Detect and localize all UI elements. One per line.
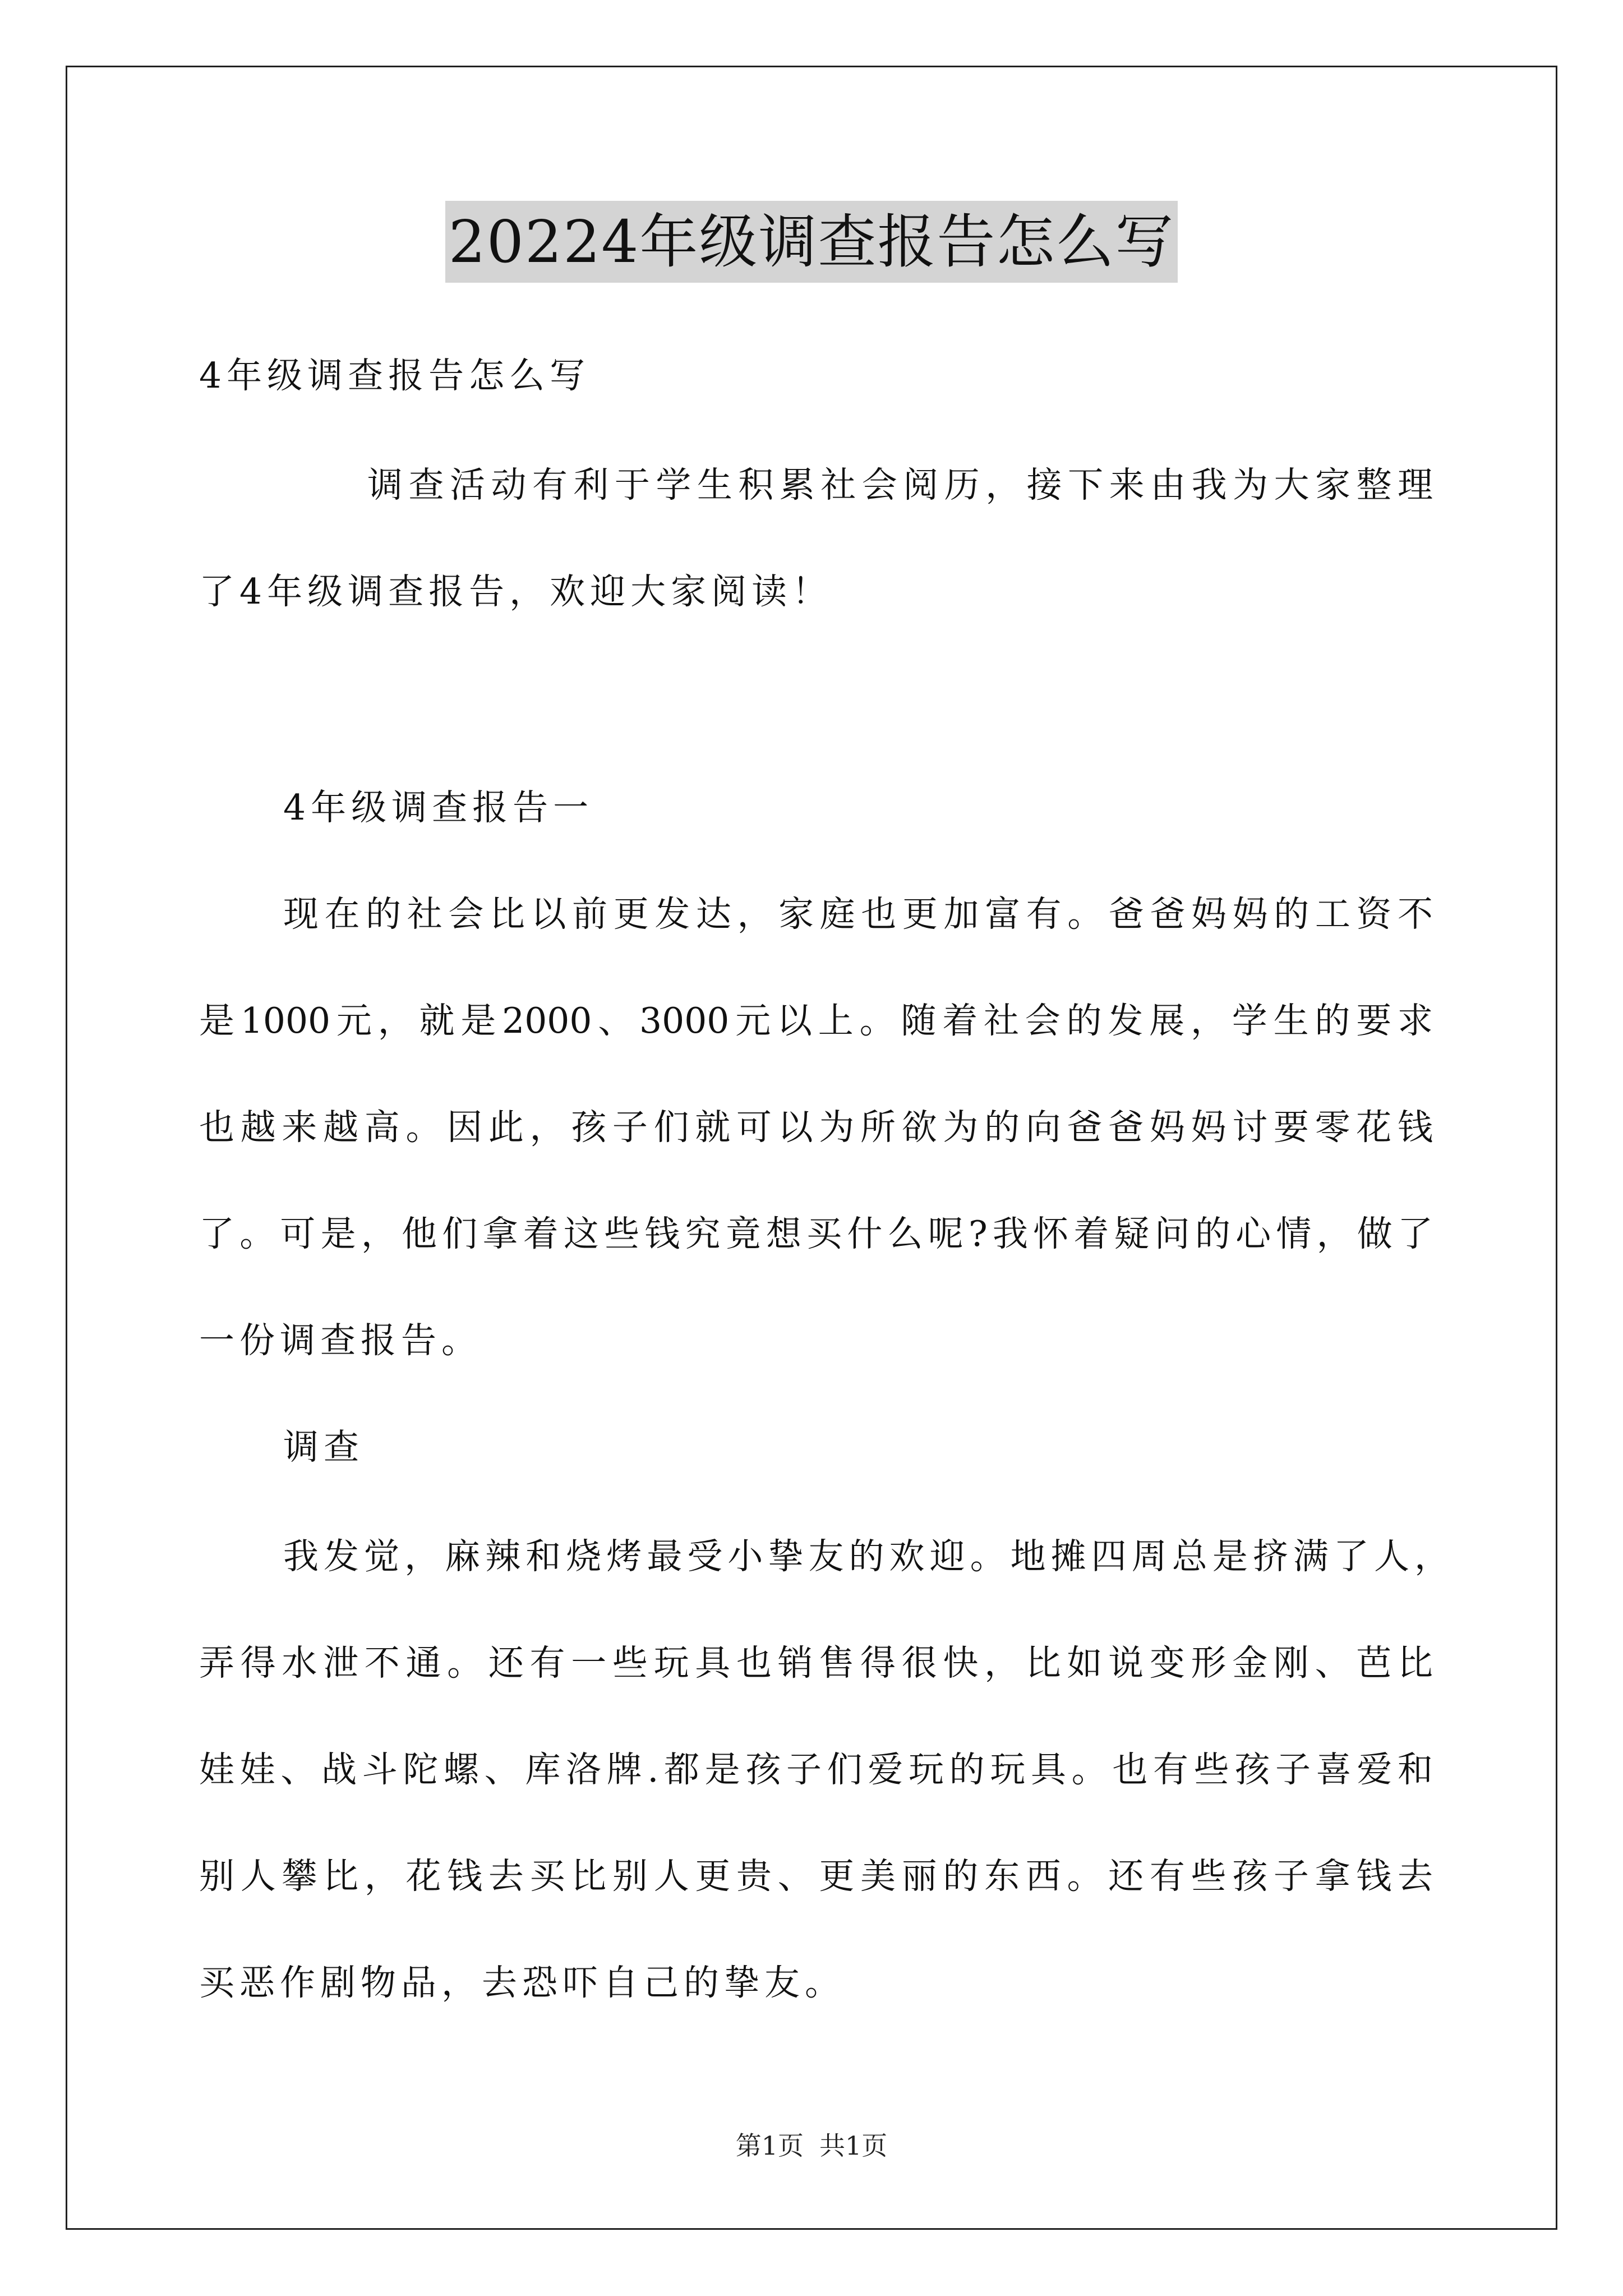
intro-line-1: 调查活动有利于学生积累社会阅历，接下来由我为大家整理 [367, 464, 1433, 505]
subheading: 调查 [283, 1427, 364, 1467]
paragraph-1-line-3: 也越来越高。因此，孩子们就可以为所欲为的向爸爸妈妈讨要零花钱 [199, 1107, 1433, 1148]
paragraph-2-line-2: 弄得水泄不通。还有一些玩具也销售得很快，比如说变形金刚、芭比 [199, 1642, 1433, 1683]
title-container [0, 201, 1623, 283]
paragraph-2-line-4: 别人攀比，花钱去买比别人更贵、更美丽的东西。还有些孩子拿钱去 [199, 1856, 1433, 1897]
paragraph-1-line-2: 是1000元，就是2000、3000元以上。随着社会的发展，学生的要求 [199, 1000, 1433, 1041]
paragraph-2-line-5: 买恶作剧物品，去恐吓自己的挚友。 [199, 1962, 845, 2003]
section-heading: 4年级调查报告一 [283, 787, 594, 828]
document-title: 20224年级调查报告怎么写 [445, 201, 1178, 283]
paragraph-1-line-1: 现在的社会比以前更发达，家庭也更加富有。爸爸妈妈的工资不 [283, 894, 1433, 935]
paragraph-2-line-1: 我发觉，麻辣和烧烤最受小挚友的欢迎。地摊四周总是挤满了人， [283, 1536, 1450, 1577]
page-number-total: 共1页 [819, 2131, 888, 2161]
paragraph-2-line-3: 娃娃、战斗陀螺、库洛牌.都是孩子们爱玩的玩具。也有些孩子喜爱和 [199, 1749, 1433, 1790]
document-subtitle: 4年级调查报告怎么写 [199, 355, 591, 396]
intro-line-2: 了4年级调查报告，欢迎大家阅读！ [199, 571, 833, 612]
paragraph-1-line-5: 一份调查报告。 [199, 1320, 482, 1361]
page-number-current: 第1页 [735, 2131, 804, 2161]
page-footer [0, 2129, 1623, 2162]
paragraph-1-line-4: 了。可是，他们拿着这些钱究竟想买什么呢?我怀着疑问的心情，做了 [199, 1213, 1433, 1254]
